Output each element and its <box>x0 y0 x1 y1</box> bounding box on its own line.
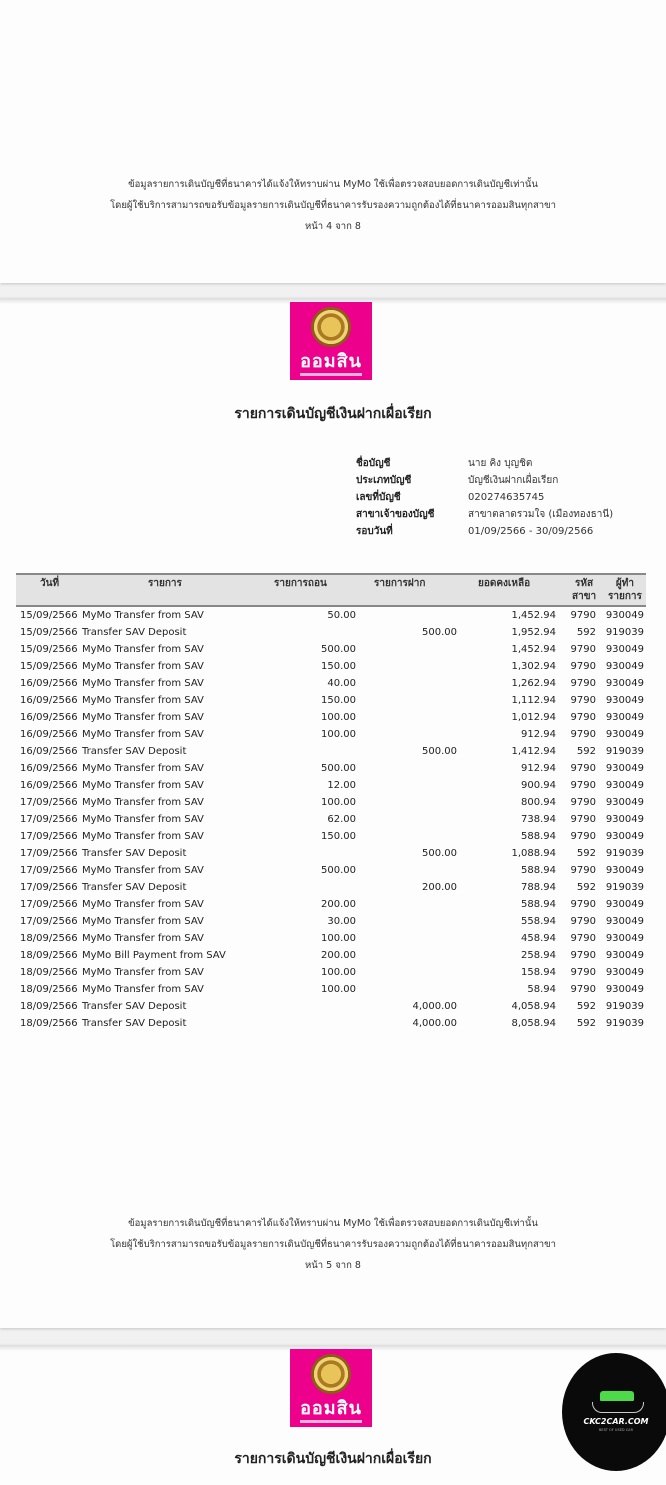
cell-operator: 930049 <box>605 865 644 876</box>
cell-date: 18/09/2566 <box>20 950 78 961</box>
cell-desc: MyMo Transfer from SAV <box>82 797 204 808</box>
cell-branch: 9790 <box>570 644 596 655</box>
page-number: หน้า 4 จาก 8 <box>305 221 361 232</box>
account-name-value: นาย คิง บุญชิต <box>468 458 533 469</box>
gsb-logo <box>290 1349 372 1427</box>
col-description: รายการ <box>148 578 182 589</box>
col-date: วันที่ <box>40 578 60 589</box>
cell-branch: 9790 <box>570 763 596 774</box>
footer-disclaimer-line2: โดยผู้ใช้บริการสามารถขอรับข้อมูลรายการเดินบัญชีที่ธนาคารรับรองความถูกต้องได้ที่ธนาคารออมสินทุกสาขา <box>110 1239 556 1250</box>
cell-operator: 930049 <box>605 831 644 842</box>
cell-operator: 930049 <box>605 797 644 808</box>
col-branch-code-line2: สาขา <box>572 591 597 602</box>
cell-operator: 919039 <box>605 1001 644 1012</box>
cell-withdrawal: 100.00 <box>321 933 356 944</box>
cell-date: 17/09/2566 <box>20 916 78 927</box>
table-header <box>16 573 646 607</box>
cell-withdrawal: 100.00 <box>321 984 356 995</box>
footer-disclaimer-line1: ข้อมูลรายการเดินบัญชีที่ธนาคารได้แจ้งให้ทราบผ่าน MyMo ใช้เพื่อตรวจสอบยอดการเดินบัญชีเท่านั้น <box>128 179 538 190</box>
col-deposit: รายการฝาก <box>374 578 426 589</box>
cell-deposit: 200.00 <box>422 882 457 893</box>
cell-date: 18/09/2566 <box>20 967 78 978</box>
table-row <box>16 811 646 828</box>
cell-desc: MyMo Transfer from SAV <box>82 916 204 927</box>
cell-date: 17/09/2566 <box>20 882 78 893</box>
cell-branch: 9790 <box>570 661 596 672</box>
table-row <box>16 675 646 692</box>
cell-date: 15/09/2566 <box>20 610 78 621</box>
cell-desc: MyMo Transfer from SAV <box>82 610 204 621</box>
col-balance: ยอดคงเหลือ <box>478 578 531 589</box>
table-row <box>16 828 646 845</box>
logo-subtitle-bar <box>300 373 362 376</box>
cell-balance: 1,112.94 <box>511 695 556 706</box>
cell-operator: 930049 <box>605 712 644 723</box>
table-row <box>16 981 646 998</box>
table-body <box>16 607 646 1032</box>
account-info <box>356 455 613 540</box>
table-row <box>16 862 646 879</box>
page-number: หน้า 5 จาก 8 <box>305 1260 361 1271</box>
cell-withdrawal: 500.00 <box>321 644 356 655</box>
col-operator-line1: ผู้ทำ <box>615 578 634 589</box>
table-row <box>16 607 646 624</box>
cell-date: 17/09/2566 <box>20 831 78 842</box>
cell-balance: 258.94 <box>521 950 556 961</box>
cell-operator: 930049 <box>605 695 644 706</box>
cell-withdrawal: 200.00 <box>321 950 356 961</box>
owner-branch-row <box>356 506 613 523</box>
col-operator <box>608 577 642 603</box>
cell-desc: MyMo Transfer from SAV <box>82 984 204 995</box>
cell-branch: 9790 <box>570 814 596 825</box>
account-number-row <box>356 489 613 506</box>
cell-branch: 9790 <box>570 729 596 740</box>
table-row <box>16 1015 646 1032</box>
cell-withdrawal: 150.00 <box>321 661 356 672</box>
cell-branch: 9790 <box>570 610 596 621</box>
period-label: รอบวันที่ <box>356 526 393 537</box>
cell-balance: 158.94 <box>521 967 556 978</box>
cell-operator: 930049 <box>605 916 644 927</box>
document-title: รายการเดินบัญชีเงินฝากเผื่อเรียก <box>234 1451 432 1467</box>
cell-withdrawal: 500.00 <box>321 865 356 876</box>
cell-operator: 930049 <box>605 967 644 978</box>
cell-desc: MyMo Transfer from SAV <box>82 763 204 774</box>
cell-branch: 9790 <box>570 797 596 808</box>
cell-desc: MyMo Transfer from SAV <box>82 933 204 944</box>
cell-desc: Transfer SAV Deposit <box>82 1018 187 1029</box>
cell-operator: 930049 <box>605 933 644 944</box>
statement-page-5 <box>0 298 666 1328</box>
cell-operator: 919039 <box>605 746 644 757</box>
cell-desc: MyMo Transfer from SAV <box>82 678 204 689</box>
table-row <box>16 760 646 777</box>
logo-subtitle-bar <box>300 1420 362 1423</box>
cell-date: 15/09/2566 <box>20 627 78 638</box>
cell-operator: 919039 <box>605 882 644 893</box>
cell-branch: 9790 <box>570 899 596 910</box>
cell-desc: Transfer SAV Deposit <box>82 1001 187 1012</box>
account-type-label: ประเภทบัญชี <box>356 475 412 486</box>
cell-branch: 9790 <box>570 780 596 791</box>
car-icon <box>600 1391 634 1401</box>
cell-desc: MyMo Transfer from SAV <box>82 695 204 706</box>
owner-branch-label: สาขาเจ้าของบัญชี <box>356 509 435 520</box>
cell-desc: Transfer SAV Deposit <box>82 848 187 859</box>
cell-deposit: 4,000.00 <box>412 1001 457 1012</box>
royal-seal-icon <box>311 307 351 347</box>
cell-branch: 592 <box>576 848 596 859</box>
cell-branch: 592 <box>576 1018 596 1029</box>
logo-text: ออมสิน <box>300 1398 362 1419</box>
cell-withdrawal: 150.00 <box>321 831 356 842</box>
account-name-label: ชื่อบัญชี <box>356 458 391 469</box>
cell-branch: 592 <box>576 746 596 757</box>
cell-branch: 592 <box>576 882 596 893</box>
cell-date: 16/09/2566 <box>20 763 78 774</box>
cell-branch: 592 <box>576 627 596 638</box>
table-row <box>16 964 646 981</box>
cell-withdrawal: 150.00 <box>321 695 356 706</box>
table-row <box>16 998 646 1015</box>
royal-seal-icon <box>311 1354 351 1394</box>
cell-desc: Transfer SAV Deposit <box>82 746 187 757</box>
cell-withdrawal: 12.00 <box>327 780 356 791</box>
footer-disclaimer-line2: โดยผู้ใช้บริการสามารถขอรับข้อมูลรายการเดินบัญชีที่ธนาคารรับรองความถูกต้องได้ที่ธนาคารออมสินทุกสาขา <box>110 200 556 211</box>
cell-branch: 9790 <box>570 678 596 689</box>
cell-branch: 9790 <box>570 967 596 978</box>
cell-operator: 930049 <box>605 644 644 655</box>
cell-withdrawal: 50.00 <box>327 610 356 621</box>
document-title: รายการเดินบัญชีเงินฝากเผื่อเรียก <box>234 406 432 422</box>
cell-branch: 9790 <box>570 831 596 842</box>
cell-withdrawal: 100.00 <box>321 797 356 808</box>
cell-balance: 912.94 <box>521 729 556 740</box>
table-row <box>16 913 646 930</box>
cell-operator: 930049 <box>605 950 644 961</box>
owner-branch-value: สาขาตลาดรวมใจ (เมืองทองธานี) <box>468 509 614 520</box>
cell-balance: 58.94 <box>527 984 556 995</box>
cell-balance: 912.94 <box>521 763 556 774</box>
cell-operator: 919039 <box>605 1018 644 1029</box>
cell-operator: 919039 <box>605 848 644 859</box>
cell-branch: 9790 <box>570 712 596 723</box>
cell-balance: 1,262.94 <box>511 678 556 689</box>
table-row <box>16 777 646 794</box>
cell-operator: 930049 <box>605 763 644 774</box>
cell-balance: 588.94 <box>521 865 556 876</box>
col-operator-line2: รายการ <box>608 591 642 602</box>
cell-desc: MyMo Transfer from SAV <box>82 729 204 740</box>
period-value: 01/09/2566 - 30/09/2566 <box>468 526 594 537</box>
col-branch-code <box>572 577 596 603</box>
account-number-label: เลขที่บัญชี <box>356 492 401 503</box>
cell-date: 16/09/2566 <box>20 780 78 791</box>
cell-desc: MyMo Transfer from SAV <box>82 712 204 723</box>
footer-disclaimer-line1: ข้อมูลรายการเดินบัญชีที่ธนาคารได้แจ้งให้ทราบผ่าน MyMo ใช้เพื่อตรวจสอบยอดการเดินบัญชีเท่านั้น <box>128 1218 538 1229</box>
cell-operator: 930049 <box>605 984 644 995</box>
col-branch-code-line1: รหัส <box>575 578 594 589</box>
cell-withdrawal: 200.00 <box>321 899 356 910</box>
cell-balance: 1,012.94 <box>511 712 556 723</box>
cell-desc: MyMo Transfer from SAV <box>82 644 204 655</box>
cell-operator: 930049 <box>605 729 644 740</box>
cell-balance: 788.94 <box>521 882 556 893</box>
cell-date: 16/09/2566 <box>20 695 78 706</box>
cell-branch: 9790 <box>570 933 596 944</box>
cell-branch: 9790 <box>570 984 596 995</box>
cell-withdrawal: 100.00 <box>321 967 356 978</box>
period-row <box>356 523 613 540</box>
logo-text: ออมสิน <box>300 351 362 372</box>
cell-balance: 800.94 <box>521 797 556 808</box>
cell-balance: 1,452.94 <box>511 644 556 655</box>
cell-withdrawal: 30.00 <box>327 916 356 927</box>
page-footer <box>0 1213 666 1276</box>
table-row <box>16 845 646 862</box>
cell-desc: MyMo Transfer from SAV <box>82 661 204 672</box>
cell-date: 17/09/2566 <box>20 814 78 825</box>
cell-date: 16/09/2566 <box>20 746 78 757</box>
cell-branch: 9790 <box>570 950 596 961</box>
car-body-icon <box>592 1402 644 1413</box>
cell-date: 16/09/2566 <box>20 678 78 689</box>
cell-date: 15/09/2566 <box>20 644 78 655</box>
cell-desc: MyMo Transfer from SAV <box>82 865 204 876</box>
transactions-table <box>16 573 646 1032</box>
cell-balance: 1,412.94 <box>511 746 556 757</box>
cell-balance: 1,302.94 <box>511 661 556 672</box>
cell-branch: 9790 <box>570 695 596 706</box>
account-type-row <box>356 472 613 489</box>
table-row <box>16 641 646 658</box>
cell-date: 16/09/2566 <box>20 729 78 740</box>
account-type-value: บัญชีเงินฝากเผื่อเรียก <box>468 475 559 486</box>
cell-branch: 9790 <box>570 916 596 927</box>
cell-operator: 930049 <box>605 780 644 791</box>
cell-balance: 558.94 <box>521 916 556 927</box>
watermark-subtext: BEST OF USED CAR <box>598 1428 634 1432</box>
cell-withdrawal: 500.00 <box>321 763 356 774</box>
cell-date: 17/09/2566 <box>20 797 78 808</box>
gsb-logo <box>290 302 372 380</box>
watermark-text: CKC2CAR.COM <box>583 1417 649 1426</box>
cell-operator: 930049 <box>605 678 644 689</box>
table-row <box>16 726 646 743</box>
table-row <box>16 658 646 675</box>
cell-balance: 458.94 <box>521 933 556 944</box>
cell-desc: MyMo Transfer from SAV <box>82 967 204 978</box>
cell-deposit: 500.00 <box>422 627 457 638</box>
statement-page-4 <box>0 0 666 283</box>
cell-date: 18/09/2566 <box>20 933 78 944</box>
cell-date: 17/09/2566 <box>20 848 78 859</box>
cell-branch: 592 <box>576 1001 596 1012</box>
cell-withdrawal: 100.00 <box>321 729 356 740</box>
cell-desc: MyMo Transfer from SAV <box>82 831 204 842</box>
cell-withdrawal: 62.00 <box>327 814 356 825</box>
cell-date: 17/09/2566 <box>20 865 78 876</box>
cell-desc: MyMo Transfer from SAV <box>82 780 204 791</box>
table-row <box>16 624 646 641</box>
cell-balance: 588.94 <box>521 899 556 910</box>
cell-operator: 919039 <box>605 627 644 638</box>
table-row <box>16 896 646 913</box>
table-row <box>16 743 646 760</box>
page-footer <box>0 174 666 237</box>
cell-date: 17/09/2566 <box>20 899 78 910</box>
cell-desc: Transfer SAV Deposit <box>82 882 187 893</box>
cell-desc: Transfer SAV Deposit <box>82 627 187 638</box>
table-row <box>16 947 646 964</box>
table-row <box>16 709 646 726</box>
cell-balance: 8,058.94 <box>511 1018 556 1029</box>
cell-operator: 930049 <box>605 661 644 672</box>
cell-date: 18/09/2566 <box>20 984 78 995</box>
cell-desc: MyMo Transfer from SAV <box>82 899 204 910</box>
cell-deposit: 500.00 <box>422 848 457 859</box>
cell-operator: 930049 <box>605 814 644 825</box>
cell-desc: MyMo Bill Payment from SAV <box>82 950 226 961</box>
table-row <box>16 879 646 896</box>
cell-balance: 1,452.94 <box>511 610 556 621</box>
table-row <box>16 794 646 811</box>
cell-withdrawal: 100.00 <box>321 712 356 723</box>
cell-deposit: 500.00 <box>422 746 457 757</box>
cell-balance: 738.94 <box>521 814 556 825</box>
cell-balance: 1,952.94 <box>511 627 556 638</box>
cell-date: 16/09/2566 <box>20 712 78 723</box>
cell-date: 18/09/2566 <box>20 1001 78 1012</box>
watermark-badge <box>562 1353 666 1471</box>
cell-balance: 4,058.94 <box>511 1001 556 1012</box>
cell-balance: 900.94 <box>521 780 556 791</box>
cell-operator: 930049 <box>605 610 644 621</box>
cell-desc: MyMo Transfer from SAV <box>82 814 204 825</box>
cell-date: 18/09/2566 <box>20 1018 78 1029</box>
cell-balance: 588.94 <box>521 831 556 842</box>
cell-date: 15/09/2566 <box>20 661 78 672</box>
cell-operator: 930049 <box>605 899 644 910</box>
col-withdrawal: รายการถอน <box>274 578 327 589</box>
table-row <box>16 692 646 709</box>
cell-withdrawal: 40.00 <box>327 678 356 689</box>
cell-deposit: 4,000.00 <box>412 1018 457 1029</box>
cell-branch: 9790 <box>570 865 596 876</box>
account-number-value: 020274635745 <box>468 492 545 503</box>
table-row <box>16 930 646 947</box>
cell-balance: 1,088.94 <box>511 848 556 859</box>
account-name-row <box>356 455 613 472</box>
